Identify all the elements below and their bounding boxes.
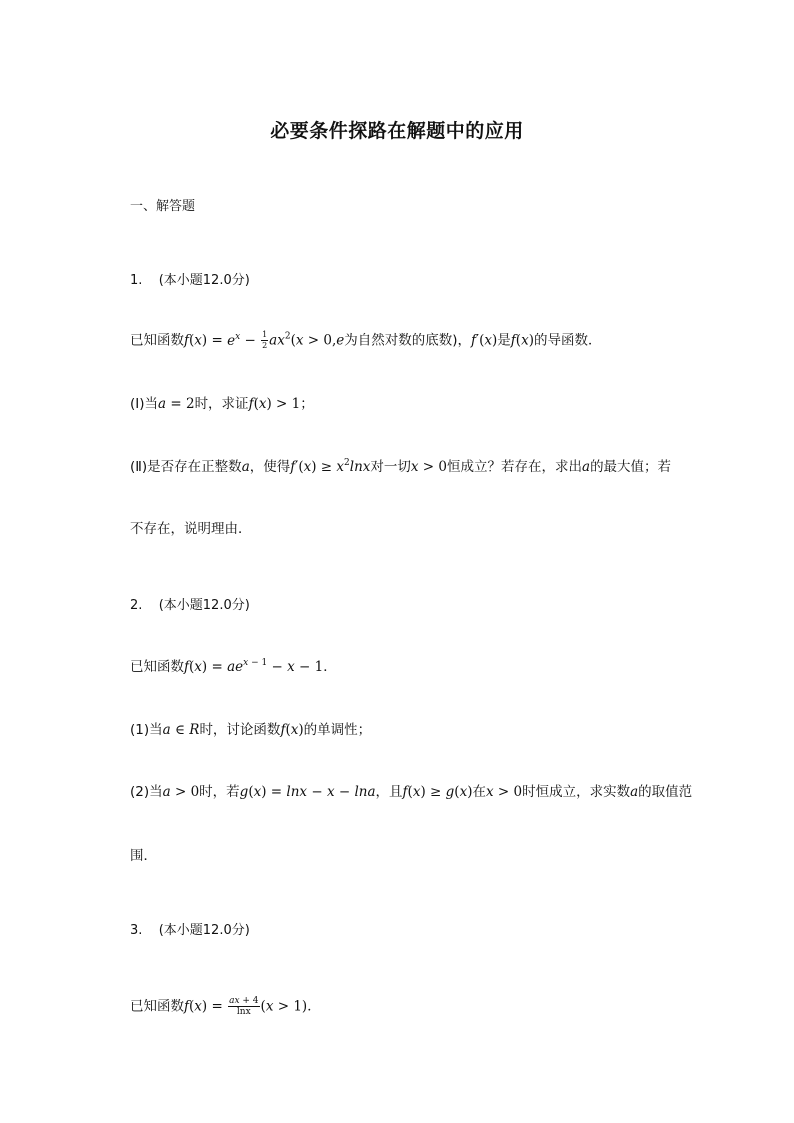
part-text: 的取值范 — [638, 784, 693, 800]
stem-text: 已知函数 — [130, 998, 184, 1015]
problem-1-header — [130, 270, 262, 291]
part-text: 时，若 — [199, 784, 240, 800]
stem-text: 已知函数 — [130, 659, 184, 675]
part-text: 对一切 — [370, 459, 411, 475]
stem-text: ． — [323, 659, 337, 675]
part-text: (Ⅱ)是否存在正整数 — [130, 459, 242, 475]
problem-2-part-2: (2)当a > 0时，若g(x) = lnx − x − lna，且f(x) ≥ g(x)在x > 0时恒成立，求实数a的取值范 — [130, 784, 693, 800]
fraction: $\frac{1}{2}$ — [262, 330, 268, 350]
stem-text: ． — [307, 998, 321, 1015]
part-text: 的最大值；若 — [590, 459, 672, 475]
problem-2-part-1: (1)当a ∈ R时，讨论函数f(x)的单调性； — [130, 722, 372, 738]
problem-3-number: 3. — [130, 923, 143, 938]
problem-1-part-2: (Ⅱ)是否存在正整数a，使得$f'(x) \ge x^2\ln x$对一切x > 0恒成立？若存在，求出a的最大值；若 — [130, 458, 672, 475]
problem-1-stem-prefix: 已知函数 — [130, 332, 184, 349]
part-text: 的单调性； — [303, 722, 372, 738]
part-text: (1)当 — [130, 722, 163, 738]
problem-1-stem-suffix: 为自然对数的底数)， — [344, 332, 472, 349]
part-text: (2)当 — [130, 784, 163, 800]
part-text: 时，讨论函数 — [199, 722, 281, 738]
problem-1-stem: 已知函数$f(x) = e^x$ − $\frac{1}{2}$ $ax^2(x > 0,e$为自然对数的底数)，f′(x)是f(x)的导函数． — [130, 330, 602, 350]
part-text: ，且 — [375, 784, 403, 800]
problem-2-header — [130, 595, 262, 616]
math-expression: f — [184, 332, 189, 349]
part-text: 在 — [472, 784, 486, 800]
problem-1-score: (本小题12.0分) — [158, 273, 250, 288]
part-text: 时，求证 — [194, 396, 249, 412]
problem-1-stem-tail: 的导函数． — [533, 332, 602, 349]
problem-3-score: (本小题12.0分) — [158, 923, 250, 938]
part-text: 恒成立？若存在，求出 — [447, 459, 582, 475]
problem-3-stem: 已知函数f(x) = $\frac{ax + 4}{\ln x}$ (x > 1)． — [130, 996, 321, 1017]
problem-2-score: (本小题12.0分) — [158, 598, 250, 613]
part-text: ； — [300, 396, 314, 412]
problem-2-part-2-continued: 围． — [130, 848, 157, 864]
section-heading: 一、解答题 — [130, 199, 196, 214]
problem-1-part-1: (Ⅰ)当a = 2时，求证f(x) > 1； — [130, 396, 314, 412]
problem-2-stem: 已知函数$f(x) = ae^{x - 1} - x - 1$． — [130, 658, 337, 675]
page-title: 必要条件探路在解题中的应用 — [270, 120, 524, 142]
part-text: 时恒成立，求实数 — [522, 784, 631, 800]
problem-1-part-2-continued: 不存在，说明理由． — [130, 521, 252, 537]
problem-2-number: 2. — [130, 598, 143, 613]
fraction: $\frac{ax + 4}{\ln x}$ — [229, 996, 259, 1017]
part-text: (Ⅰ)当 — [130, 396, 159, 412]
problem-3-header — [130, 920, 262, 941]
part-text: ，使得 — [249, 459, 291, 475]
problem-1-number: 1. — [130, 273, 143, 288]
